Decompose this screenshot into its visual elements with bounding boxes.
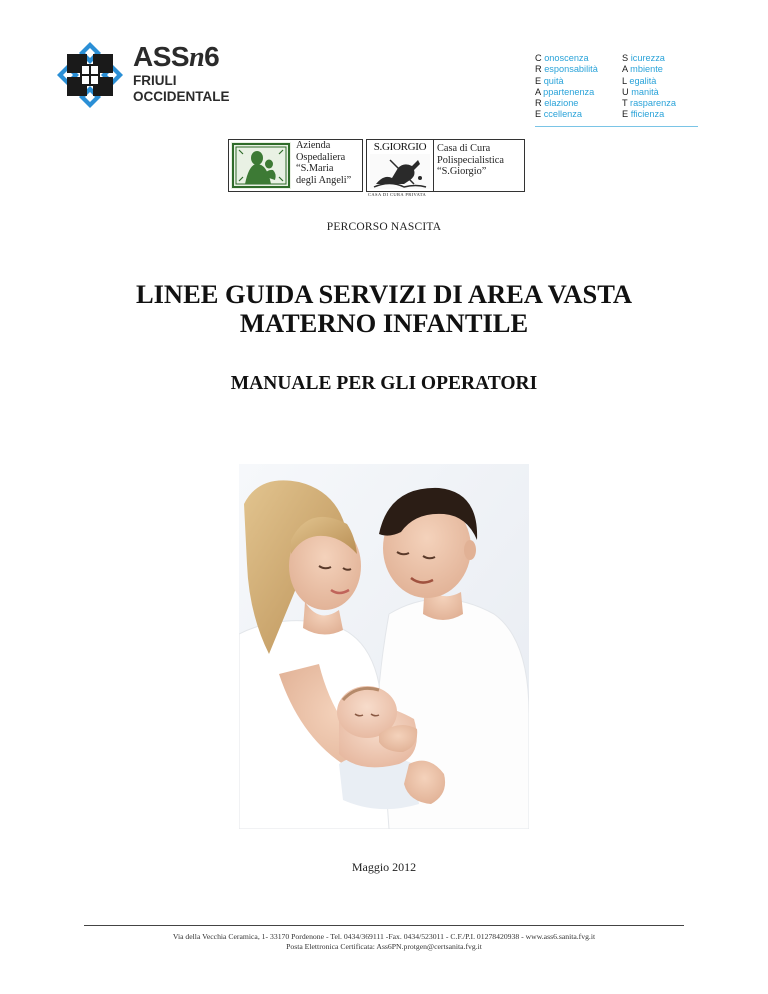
partner-hospitals — [228, 139, 524, 199]
acronym-letter: L — [622, 75, 627, 86]
acronym-row — [622, 109, 676, 120]
hospital-santa-maria-logo — [228, 139, 363, 192]
ass6-emblem-icon — [55, 42, 125, 108]
saint-george-dragon-icon — [370, 154, 430, 189]
acronym-word: rasparenza — [627, 98, 676, 109]
acronym-word: egalità — [626, 75, 657, 86]
values-acronym-right — [622, 53, 676, 121]
acronym-row — [535, 98, 598, 109]
acronym-row — [535, 109, 598, 120]
acronym-letter: R — [535, 64, 542, 75]
acronym-row — [622, 53, 676, 64]
acronym-word: esponsabilità — [541, 64, 598, 75]
hospital-santa-maria-name: Azienda Ospedaliera “S.Maria degli Angeli” — [296, 140, 352, 186]
acronym-row — [622, 87, 676, 98]
acronym-row — [535, 87, 598, 98]
ass6-logo — [55, 42, 245, 110]
acronym-letter: E — [535, 109, 542, 120]
acronym-row — [535, 76, 598, 87]
acronym-letter: U — [622, 86, 629, 97]
brand-sub-occidentale: OCCIDENTALE — [133, 89, 230, 104]
acronym-word: ppartenenza — [540, 86, 595, 97]
san-giorgio-emblem — [367, 140, 434, 191]
san-giorgio-logo-title: S.GIORGIO — [373, 141, 427, 153]
hospital-san-giorgio-name: Casa di Cura Polispecialistica “S.Giorgio” — [437, 143, 504, 177]
acronym-row — [622, 76, 676, 87]
family-photo-illustration — [239, 464, 529, 829]
acronym-word: ccellenza — [541, 109, 582, 120]
acronym-word: mbiente — [627, 64, 663, 75]
document-subtitle: MANUALE PER GLI OPERATORI — [230, 373, 538, 394]
acronym-letter: R — [535, 98, 542, 109]
ass6-brand — [133, 42, 230, 105]
acronym-row — [622, 64, 676, 75]
acronym-word: fficienza — [628, 109, 665, 120]
footer-pec-email: Posta Elettronica Certificata: Ass6PN.protgen@certsanita.fvg.it — [286, 942, 482, 951]
footer-divider — [84, 925, 684, 926]
brand-name: ASSn6 — [133, 41, 220, 73]
acronym-letter: E — [622, 109, 629, 120]
acronym-word: icurezza — [628, 53, 665, 63]
madonna-emblem-icon — [231, 142, 291, 189]
acronym-word: elazione — [541, 98, 579, 109]
acronym-letter: A — [622, 64, 628, 75]
acronym-row — [535, 64, 598, 75]
acronym-letter: C — [535, 53, 542, 63]
document-title — [60, 280, 708, 338]
acronym-word: quità — [541, 75, 564, 86]
acronym-row — [535, 53, 598, 64]
acronym-letter: S — [622, 53, 629, 63]
values-acronym-left — [535, 53, 598, 121]
acronym-letter: T — [622, 98, 628, 109]
acronym-row — [622, 98, 676, 109]
title-line-1: LINEE GUIDA SERVIZI DI AREA VASTA — [135, 279, 633, 309]
document-date: Maggio 2012 — [351, 860, 417, 874]
title-line-2: MATERNO INFANTILE — [239, 308, 529, 338]
acronym-letter: A — [535, 86, 541, 97]
acronym-letter: E — [535, 75, 542, 86]
document-kicker: PERCORSO NASCITA — [326, 221, 442, 233]
brand-sub-friuli: FRIULI — [133, 73, 177, 88]
header-divider — [535, 126, 698, 127]
acronym-word: onoscenza — [541, 53, 589, 63]
footer-address: Via della Vecchia Ceramica, 1- 33170 Pordenone - Tel. 0434/369111 -Fax. 0434/523011 - C.F./P.I. 01278420938 - www.ass6.sanita.fvg.it — [172, 932, 596, 941]
cover-photo-family-newborn — [239, 464, 529, 829]
san-giorgio-caption: CASA DI CURA PRIVATA — [368, 192, 427, 197]
hospital-san-giorgio-logo — [366, 139, 525, 192]
acronym-word: manità — [628, 86, 659, 97]
